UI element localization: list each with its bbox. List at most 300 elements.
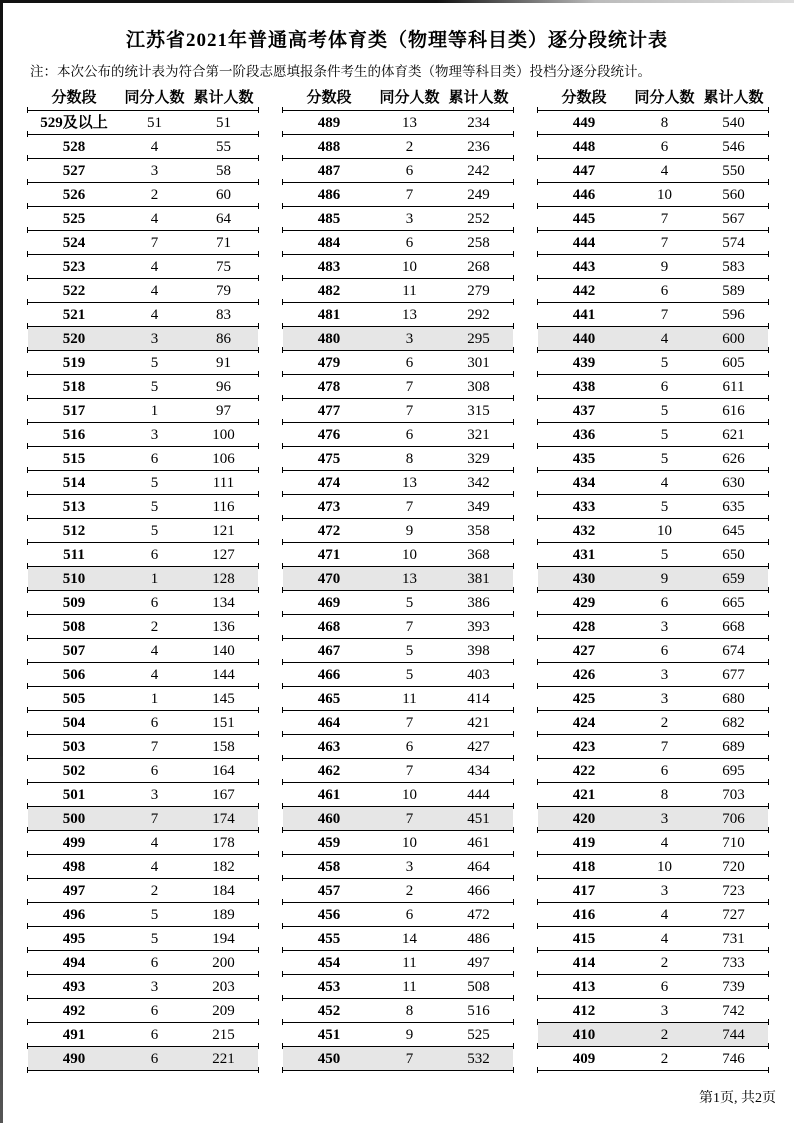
table-row xyxy=(283,207,513,231)
cumulative-count-cell: 414 xyxy=(467,691,490,707)
same-score-count-cell: 6 xyxy=(150,955,159,971)
table-row xyxy=(283,471,513,495)
cumulative-count-cell: 695 xyxy=(722,763,745,779)
same-score-count-cell: 6 xyxy=(150,1051,159,1067)
same-score-count-cell: 8 xyxy=(660,787,669,803)
same-score-count-cell: 3 xyxy=(150,787,159,803)
same-score-count-cell: 6 xyxy=(150,1003,159,1019)
header-score-range: 分数段 xyxy=(561,90,607,106)
table-row xyxy=(283,1047,513,1071)
table-row xyxy=(538,327,768,351)
same-score-count-cell: 7 xyxy=(405,379,414,395)
score-cell: 506 xyxy=(62,667,86,683)
score-cell: 469 xyxy=(317,595,341,611)
score-cell: 525 xyxy=(62,211,86,227)
table-row xyxy=(538,615,768,639)
table-row xyxy=(538,399,768,423)
table-row xyxy=(28,495,258,519)
table-row xyxy=(28,951,258,975)
same-score-count-cell: 2 xyxy=(660,1051,669,1067)
table-row xyxy=(28,303,258,327)
score-cell: 488 xyxy=(317,139,341,155)
table-row xyxy=(28,159,258,183)
score-cell: 427 xyxy=(572,643,596,659)
score-cell: 412 xyxy=(572,1003,596,1019)
score-cell: 511 xyxy=(63,547,85,563)
score-cell: 433 xyxy=(572,499,596,515)
same-score-count-cell: 5 xyxy=(405,595,414,611)
score-cell: 410 xyxy=(572,1027,596,1043)
same-score-count-cell: 51 xyxy=(147,115,162,131)
tables-container xyxy=(28,86,768,1071)
score-cell: 514 xyxy=(62,475,86,491)
cumulative-count-cell: 464 xyxy=(467,859,490,875)
same-score-count-cell: 3 xyxy=(405,211,414,227)
cumulative-count-cell: 605 xyxy=(722,355,745,371)
cumulative-count-cell: 167 xyxy=(212,787,235,803)
same-score-count-cell: 10 xyxy=(402,547,417,563)
cumulative-count-cell: 97 xyxy=(216,403,231,419)
cumulative-count-cell: 79 xyxy=(216,283,231,299)
cumulative-count-cell: 178 xyxy=(212,835,235,851)
cumulative-count-cell: 96 xyxy=(216,379,231,395)
table-row xyxy=(28,423,258,447)
table-row xyxy=(28,903,258,927)
same-score-count-cell: 3 xyxy=(405,859,414,875)
same-score-count-cell: 7 xyxy=(405,403,414,419)
score-cell: 472 xyxy=(317,523,341,539)
cumulative-count-cell: 55 xyxy=(216,139,231,155)
cumulative-count-cell: 221 xyxy=(212,1051,235,1067)
table-row xyxy=(28,831,258,855)
same-score-count-cell: 2 xyxy=(150,187,159,203)
cumulative-count-cell: 650 xyxy=(722,547,745,563)
table-row xyxy=(283,1023,513,1047)
cumulative-count-cell: 706 xyxy=(722,811,745,827)
cumulative-count-cell: 301 xyxy=(467,355,490,371)
same-score-count-cell: 2 xyxy=(660,715,669,731)
table-row xyxy=(28,999,258,1023)
same-score-count-cell: 3 xyxy=(150,163,159,179)
score-cell: 486 xyxy=(317,187,341,203)
same-score-count-cell: 7 xyxy=(405,715,414,731)
cumulative-count-cell: 121 xyxy=(212,523,235,539)
table-row xyxy=(283,135,513,159)
cumulative-count-cell: 91 xyxy=(216,355,231,371)
score-cell: 440 xyxy=(572,331,596,347)
score-cell: 489 xyxy=(317,115,341,131)
table-row xyxy=(538,423,768,447)
table-row xyxy=(28,615,258,639)
table-row xyxy=(28,975,258,999)
table-row xyxy=(283,903,513,927)
table-row xyxy=(538,807,768,831)
cumulative-count-cell: 461 xyxy=(467,835,490,851)
score-cell: 499 xyxy=(62,835,86,851)
cumulative-count-cell: 689 xyxy=(722,739,745,755)
table-row xyxy=(283,591,513,615)
cumulative-count-cell: 386 xyxy=(467,595,490,611)
same-score-count-cell: 2 xyxy=(150,619,159,635)
same-score-count-cell: 11 xyxy=(402,955,417,971)
table-row xyxy=(28,327,258,351)
table-row xyxy=(538,447,768,471)
table-row xyxy=(538,975,768,999)
same-score-count-cell: 2 xyxy=(660,1027,669,1043)
same-score-count-cell: 9 xyxy=(660,571,669,587)
table-row xyxy=(283,831,513,855)
cumulative-count-cell: 659 xyxy=(722,571,745,587)
table-header-row xyxy=(538,86,768,111)
same-score-count-cell: 7 xyxy=(660,307,669,323)
cumulative-count-cell: 75 xyxy=(216,259,231,275)
score-cell: 443 xyxy=(572,259,596,275)
table-row xyxy=(283,399,513,423)
cumulative-count-cell: 742 xyxy=(722,1003,745,1019)
cumulative-count-cell: 358 xyxy=(467,523,490,539)
same-score-count-cell: 3 xyxy=(660,691,669,707)
table-row xyxy=(538,999,768,1023)
same-score-count-cell: 7 xyxy=(405,763,414,779)
table-row xyxy=(538,471,768,495)
same-score-count-cell: 11 xyxy=(402,283,417,299)
cumulative-count-cell: 560 xyxy=(722,187,745,203)
cumulative-count-cell: 215 xyxy=(212,1027,235,1043)
cumulative-count-cell: 626 xyxy=(722,451,745,467)
same-score-count-cell: 5 xyxy=(150,523,159,539)
table-row xyxy=(28,231,258,255)
score-cell: 464 xyxy=(317,715,341,731)
table-row xyxy=(283,855,513,879)
same-score-count-cell: 4 xyxy=(150,835,159,851)
table-row xyxy=(538,183,768,207)
table-row xyxy=(283,255,513,279)
table-row xyxy=(283,303,513,327)
score-cell: 519 xyxy=(62,355,86,371)
score-cell: 480 xyxy=(317,331,341,347)
same-score-count-cell: 5 xyxy=(150,931,159,947)
score-cell: 442 xyxy=(572,283,596,299)
same-score-count-cell: 6 xyxy=(660,763,669,779)
table-row xyxy=(283,351,513,375)
cumulative-count-cell: 184 xyxy=(212,883,235,899)
table-row xyxy=(538,567,768,591)
same-score-count-cell: 11 xyxy=(402,691,417,707)
table-row xyxy=(538,495,768,519)
table-row xyxy=(538,903,768,927)
table-row xyxy=(28,639,258,663)
cumulative-count-cell: 292 xyxy=(467,307,490,323)
table-row xyxy=(538,231,768,255)
same-score-count-cell: 1 xyxy=(150,691,159,707)
score-cell: 420 xyxy=(572,811,596,827)
table-row xyxy=(28,399,258,423)
table-row xyxy=(283,543,513,567)
same-score-count-cell: 10 xyxy=(402,835,417,851)
same-score-count-cell: 3 xyxy=(150,331,159,347)
table-row xyxy=(538,351,768,375)
cumulative-count-cell: 668 xyxy=(722,619,745,635)
cumulative-count-cell: 164 xyxy=(212,763,235,779)
header-cumulative-count: 累计人数 xyxy=(193,90,254,106)
same-score-count-cell: 3 xyxy=(150,427,159,443)
score-cell: 522 xyxy=(62,283,86,299)
cumulative-count-cell: 550 xyxy=(722,163,745,179)
table-row xyxy=(28,855,258,879)
score-cell: 490 xyxy=(62,1051,86,1067)
same-score-count-cell: 7 xyxy=(150,235,159,251)
cumulative-count-cell: 242 xyxy=(467,163,490,179)
score-cell: 502 xyxy=(62,763,86,779)
score-cell: 423 xyxy=(572,739,596,755)
same-score-count-cell: 4 xyxy=(150,667,159,683)
score-cell: 481 xyxy=(317,307,341,323)
same-score-count-cell: 6 xyxy=(150,451,159,467)
same-score-count-cell: 1 xyxy=(150,403,159,419)
cumulative-count-cell: 236 xyxy=(467,139,490,155)
score-cell: 528 xyxy=(62,139,86,155)
same-score-count-cell: 7 xyxy=(660,211,669,227)
cumulative-count-cell: 723 xyxy=(722,883,745,899)
cumulative-count-cell: 209 xyxy=(212,1003,235,1019)
table-row xyxy=(28,927,258,951)
score-cell: 527 xyxy=(62,163,86,179)
cumulative-count-cell: 145 xyxy=(212,691,235,707)
cumulative-count-cell: 342 xyxy=(467,475,490,491)
cumulative-count-cell: 279 xyxy=(467,283,490,299)
table-row xyxy=(28,255,258,279)
score-cell: 492 xyxy=(62,1003,86,1019)
same-score-count-cell: 6 xyxy=(660,979,669,995)
same-score-count-cell: 6 xyxy=(150,547,159,563)
table-header-row xyxy=(28,86,258,111)
table-row xyxy=(283,711,513,735)
table-row xyxy=(538,159,768,183)
table-row xyxy=(28,783,258,807)
score-cell: 450 xyxy=(317,1051,341,1067)
table-row xyxy=(283,663,513,687)
table-row xyxy=(28,567,258,591)
table-row xyxy=(283,999,513,1023)
same-score-count-cell: 8 xyxy=(660,115,669,131)
score-cell: 431 xyxy=(572,547,596,563)
score-cell: 513 xyxy=(62,499,86,515)
table-row xyxy=(283,447,513,471)
same-score-count-cell: 5 xyxy=(150,379,159,395)
table-row xyxy=(283,519,513,543)
score-cell: 452 xyxy=(317,1003,341,1019)
score-cell: 421 xyxy=(572,787,596,803)
cumulative-count-cell: 486 xyxy=(467,931,490,947)
score-cell: 414 xyxy=(572,955,596,971)
score-cell: 521 xyxy=(62,307,86,323)
table-row xyxy=(28,687,258,711)
same-score-count-cell: 5 xyxy=(405,667,414,683)
cumulative-count-cell: 731 xyxy=(722,931,745,947)
score-cell: 430 xyxy=(572,571,596,587)
page-title: 江苏省2021年普通高考体育类（物理等科目类）逐分段统计表 xyxy=(125,30,668,51)
table-row xyxy=(28,447,258,471)
cumulative-count-cell: 189 xyxy=(212,907,235,923)
table-row xyxy=(28,711,258,735)
cumulative-count-cell: 540 xyxy=(722,115,745,131)
score-cell: 474 xyxy=(317,475,341,491)
table-row xyxy=(283,615,513,639)
table-row xyxy=(538,543,768,567)
same-score-count-cell: 6 xyxy=(660,379,669,395)
score-cell: 418 xyxy=(572,859,596,875)
same-score-count-cell: 7 xyxy=(660,739,669,755)
table-row xyxy=(283,927,513,951)
cumulative-count-cell: 589 xyxy=(722,283,745,299)
same-score-count-cell: 3 xyxy=(660,883,669,899)
same-score-count-cell: 6 xyxy=(150,1027,159,1043)
same-score-count-cell: 7 xyxy=(405,619,414,635)
cumulative-count-cell: 611 xyxy=(722,379,745,395)
cumulative-count-cell: 252 xyxy=(467,211,490,227)
same-score-count-cell: 5 xyxy=(150,475,159,491)
score-cell: 454 xyxy=(317,955,341,971)
header-same-score-count: 同分人数 xyxy=(634,90,695,106)
same-score-count-cell: 4 xyxy=(660,331,669,347)
score-cell: 467 xyxy=(317,643,341,659)
table-row xyxy=(283,759,513,783)
same-score-count-cell: 3 xyxy=(660,811,669,827)
same-score-count-cell: 9 xyxy=(405,1027,414,1043)
score-cell: 451 xyxy=(317,1027,341,1043)
same-score-count-cell: 2 xyxy=(660,955,669,971)
table-row xyxy=(538,303,768,327)
cumulative-count-cell: 194 xyxy=(212,931,235,947)
table-row xyxy=(283,639,513,663)
same-score-count-cell: 6 xyxy=(405,355,414,371)
cumulative-count-cell: 295 xyxy=(467,331,490,347)
score-cell: 426 xyxy=(572,667,596,683)
same-score-count-cell: 6 xyxy=(405,427,414,443)
cumulative-count-cell: 421 xyxy=(467,715,490,731)
same-score-count-cell: 10 xyxy=(402,259,417,275)
score-cell: 494 xyxy=(62,955,86,971)
page-left-edge xyxy=(0,0,3,1123)
score-cell: 510 xyxy=(62,571,86,587)
same-score-count-cell: 6 xyxy=(405,907,414,923)
cumulative-count-cell: 234 xyxy=(467,115,490,131)
score-cell: 457 xyxy=(317,883,341,899)
same-score-count-cell: 6 xyxy=(660,643,669,659)
same-score-count-cell: 3 xyxy=(660,1003,669,1019)
same-score-count-cell: 7 xyxy=(405,187,414,203)
table-row xyxy=(283,327,513,351)
table-row xyxy=(28,111,258,135)
cumulative-count-cell: 268 xyxy=(467,259,490,275)
score-cell: 428 xyxy=(572,619,596,635)
cumulative-count-cell: 546 xyxy=(722,139,745,155)
score-cell: 471 xyxy=(317,547,341,563)
same-score-count-cell: 5 xyxy=(150,907,159,923)
table-row xyxy=(538,831,768,855)
score-cell: 439 xyxy=(572,355,596,371)
table-row xyxy=(538,759,768,783)
score-cell: 483 xyxy=(317,259,341,275)
same-score-count-cell: 4 xyxy=(150,643,159,659)
score-cell: 503 xyxy=(62,739,86,755)
table-row xyxy=(538,1023,768,1047)
same-score-count-cell: 14 xyxy=(402,931,417,947)
cumulative-count-cell: 744 xyxy=(722,1027,745,1043)
score-cell: 491 xyxy=(62,1027,86,1043)
table-row xyxy=(283,279,513,303)
table-row xyxy=(283,423,513,447)
score-cell: 475 xyxy=(317,451,341,467)
score-cell: 456 xyxy=(317,907,341,923)
score-cell: 422 xyxy=(572,763,596,779)
score-cell: 479 xyxy=(317,355,341,371)
table-row xyxy=(538,207,768,231)
score-cell: 476 xyxy=(317,427,341,443)
score-table-2 xyxy=(283,86,513,1071)
same-score-count-cell: 6 xyxy=(405,739,414,755)
cumulative-count-cell: 158 xyxy=(212,739,235,755)
same-score-count-cell: 2 xyxy=(405,139,414,155)
score-cell: 515 xyxy=(62,451,86,467)
same-score-count-cell: 13 xyxy=(402,307,417,323)
table-row xyxy=(28,375,258,399)
same-score-count-cell: 3 xyxy=(150,979,159,995)
cumulative-count-cell: 349 xyxy=(467,499,490,515)
same-score-count-cell: 4 xyxy=(660,907,669,923)
score-cell: 482 xyxy=(317,283,341,299)
cumulative-count-cell: 393 xyxy=(467,619,490,635)
same-score-count-cell: 5 xyxy=(660,451,669,467)
cumulative-count-cell: 567 xyxy=(722,211,745,227)
score-cell: 444 xyxy=(572,235,596,251)
cumulative-count-cell: 200 xyxy=(212,955,235,971)
score-cell: 437 xyxy=(572,403,596,419)
score-cell: 518 xyxy=(62,379,86,395)
header-same-score-count: 同分人数 xyxy=(379,90,440,106)
score-cell: 436 xyxy=(572,427,596,443)
same-score-count-cell: 5 xyxy=(660,403,669,419)
table-row xyxy=(538,951,768,975)
score-cell: 507 xyxy=(62,643,86,659)
table-row xyxy=(538,855,768,879)
same-score-count-cell: 2 xyxy=(150,883,159,899)
cumulative-count-cell: 583 xyxy=(722,259,745,275)
cumulative-count-cell: 86 xyxy=(216,331,231,347)
same-score-count-cell: 4 xyxy=(150,139,159,155)
same-score-count-cell: 8 xyxy=(405,451,414,467)
same-score-count-cell: 6 xyxy=(405,235,414,251)
cumulative-count-cell: 727 xyxy=(722,907,745,923)
cumulative-count-cell: 596 xyxy=(722,307,745,323)
score-cell: 409 xyxy=(572,1051,596,1067)
cumulative-count-cell: 703 xyxy=(722,787,745,803)
table-row xyxy=(28,471,258,495)
table-row xyxy=(538,1047,768,1071)
score-cell: 497 xyxy=(62,883,86,899)
same-score-count-cell: 3 xyxy=(660,619,669,635)
cumulative-count-cell: 116 xyxy=(212,499,235,515)
cumulative-count-cell: 60 xyxy=(216,187,231,203)
score-cell: 445 xyxy=(572,211,596,227)
score-cell: 485 xyxy=(317,211,341,227)
same-score-count-cell: 6 xyxy=(150,715,159,731)
table-row xyxy=(538,711,768,735)
table-row xyxy=(28,351,258,375)
table-row xyxy=(28,663,258,687)
cumulative-count-cell: 497 xyxy=(467,955,490,971)
cumulative-count-cell: 444 xyxy=(467,787,490,803)
